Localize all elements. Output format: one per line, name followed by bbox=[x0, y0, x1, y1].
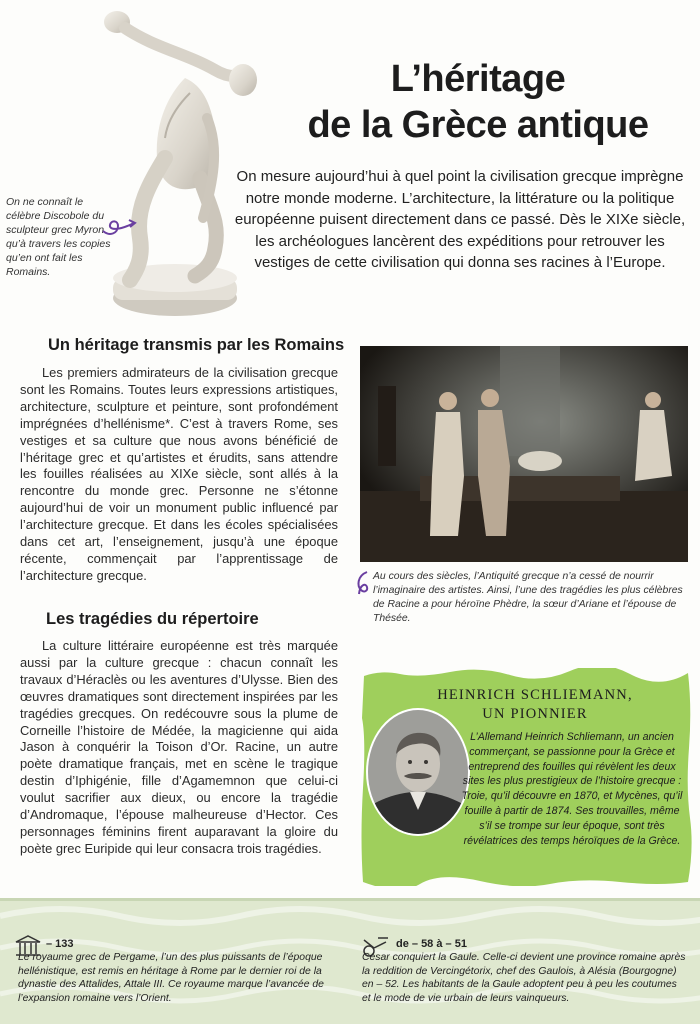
title-line-1: L’héritage bbox=[390, 58, 566, 100]
timeline-text-2: César conquiert la Gaule. Celle-ci devient une province romaine après la reddition de Vercingétorix, chef des Gaulois, à Alésia (Bourgogne) en – 52. Les habitants de la Gaule adoptent peu à peu les coutumes et le mode de vie urbain de leurs vainqueurs. bbox=[362, 952, 686, 1004]
box-title-line-2: UN PIONNIER bbox=[482, 706, 588, 722]
section-text-romains: Les premiers admirateurs de la civilisation grecque sont les Romains. Toutes leurs expressions artistiques, architecture, sculpture et peinture, sont profondément imprégnées d’hellénisme*. C’est à travers Rome, ses vestiges et sa culture que nous avons bénéficié de l’héritage grec et qu’artistes et érudits, sans attendre les fouilles réalisées au XIXe siècle, sont allés à la rencontre du monde grec. Personne ne s’étonne aujourd’hui de voir un monument public influencé par l’architecture grecque. Et dans les écoles spécialisées dans cet art, l’enseignement, jusqu’à une époque récente, commençait par l’apprentissage de l’architecture grecque. bbox=[20, 365, 338, 583]
timeline-text-1: Le royaume grec de Pergame, l’un des plus puissants de l’époque hellénistique, est remis en héritage à Rome par le dernier roi de la dynastie des Attalides, Attale III. Ce royaume marque l’avancée de l’expansion romaine vers l’Orient. bbox=[18, 952, 324, 1004]
schliemann-portrait bbox=[366, 708, 470, 836]
photo-caption: Au cours des siècles, l’Antiquité grecque n’a cessé de nourrir l’imaginaire des artistes. Ainsi, l’une des tragédies les plus célèbres de Racine a pour héroïne Phèdre, la sœur d’Ariane et l’épouse de Thésée. bbox=[373, 571, 683, 624]
intro-paragraph: On mesure aujourd’hui à quel point la civilisation grecque imprègne notre monde moderne. L’architecture, la littérature ou la politique européenne puisent directement dans ce passé. Dès le XIXe siècle, les archéologues lancèrent des expéditions pour retrouver les vestiges de cette civilisation qui donna ses racines à l’Europe. bbox=[234, 168, 686, 271]
page-title bbox=[268, 56, 688, 148]
section-text-tragedies: La culture littéraire européenne est très marquée aussi par la culture grecque : chacun connaît les travaux d’Héraclès ou les aventures d’Ulysse. Bien des œuvres dramatiques sont directement inspirées par les tragédies grecques. On redécouvre sous la plume de Corneille l’histoire de Médée, la magicienne qui aida Jason à conquérir la Toison d’Or. Racine, un autre poète dramatique français, met en scène le tragique destin d’Iphigénie, fille d’Agamemnon que celui-ci voulut sacrifier aux dieux, ou encore la tragédie d’Andromaque, l’épouse malheureuse d’Hector. Ces personnages féminins firent auparavant la gloire du poète grec Euripide qui leur consacra trois tragédies. bbox=[20, 638, 338, 856]
statue-caption: On ne connaît le célèbre Discobole du sculpteur grec Myron qu’à travers les copies qu’en ont fait les Romains. bbox=[6, 196, 111, 278]
section-heading-romains: Un héritage transmis par les Romains bbox=[48, 336, 345, 354]
timeline-date-1: – 133 bbox=[46, 938, 74, 950]
curl-arrow-icon bbox=[100, 215, 140, 237]
theatre-performance-photo bbox=[360, 346, 688, 562]
box-title-line-1: HEINRICH SCHLIEMANN, bbox=[437, 687, 633, 703]
title-line-2: de la Grèce antique bbox=[307, 104, 649, 146]
timeline-date-2: de – 58 à – 51 bbox=[396, 938, 467, 950]
box-text: L’Allemand Heinrich Schliemann, un ancien commerçant, se passionne pour la Grèce et entreprend des fouilles qui révèlent les deux sites les plus prestigieux de l’histoire grecque : Troie, qu’il découvre en 1870, et Mycènes, qu’il fouille à partir de 1874. Ses trouvailles, même s’il se trompe sur leur époque, sont très révélatrices des temps héroïques de la Grèce. bbox=[461, 731, 683, 847]
curl-arrow-icon bbox=[353, 570, 371, 598]
section-heading-tragedies: Les tragédies du répertoire bbox=[46, 610, 259, 628]
